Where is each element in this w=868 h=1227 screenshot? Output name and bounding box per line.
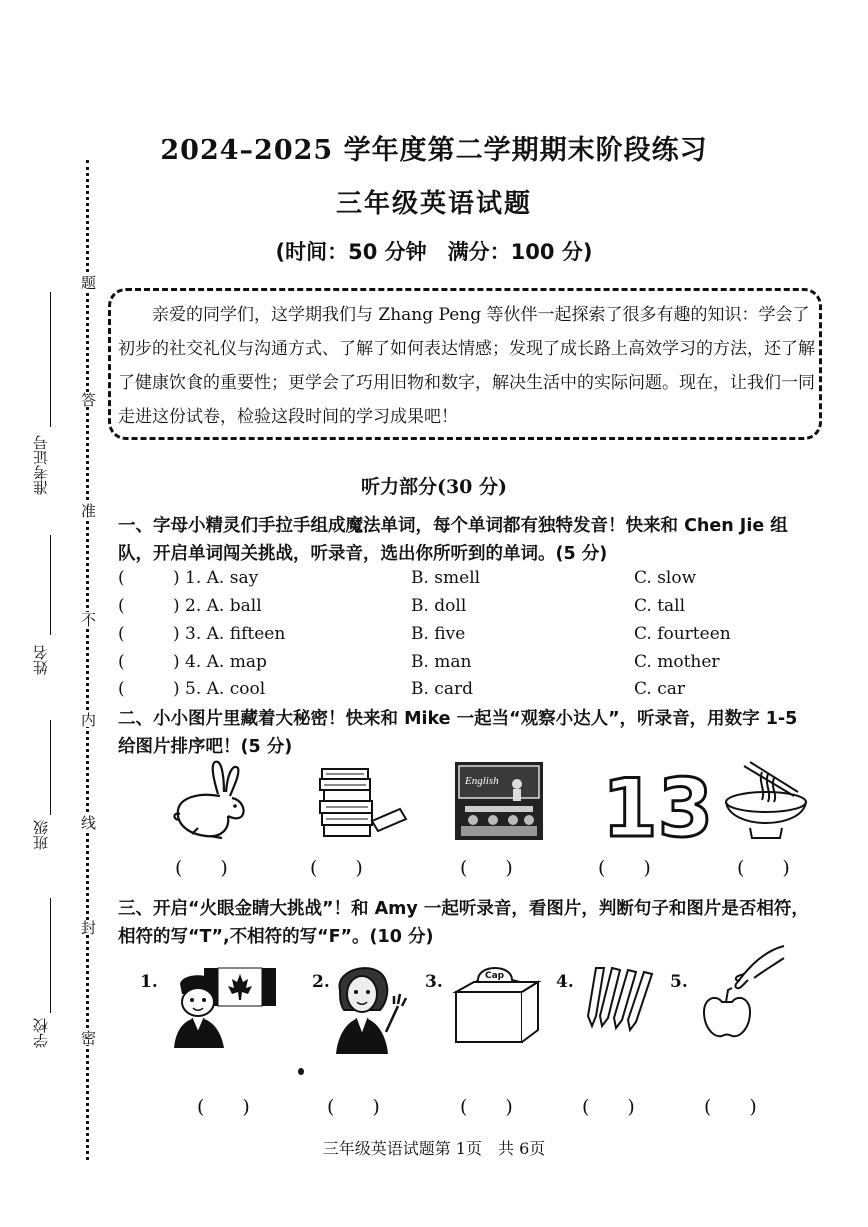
- q3-num-2: 2.: [312, 972, 330, 992]
- q3-num-1: 1.: [140, 972, 158, 992]
- q2-answer-2[interactable]: ( ): [310, 857, 363, 879]
- q2-answer-1[interactable]: ( ): [175, 857, 228, 879]
- q1-answer-blank[interactable]: (: [118, 596, 125, 616]
- q1-answer-blank[interactable]: (: [118, 652, 125, 672]
- intro-text: 亲爱的同学们，这学期我们与 Zhang Peng 等伙伴一起探索了很多有趣的知识：学会了初步的社交礼仪与沟通方式、了解了如何表达情感；发现了成长路上高效学习的方法，还了解了健康饮食的重要性；更学会了巧用旧物和数字，解决生活中的实际问题。现在，让我们一同走进这份试卷，检验这段时间的学习成果吧！: [118, 305, 815, 427]
- q1-answer-blank[interactable]: (: [118, 679, 125, 699]
- label-class: 班级: [32, 820, 50, 850]
- section-title: 听力部分(30 分): [360, 476, 508, 498]
- page-footer: 三年级英语试题第 1页 共 6页: [322, 1139, 546, 1158]
- cap-word: Cap: [485, 971, 505, 981]
- q1-option-a: ) 5. A. cool: [173, 679, 266, 699]
- q1-answer-blank[interactable]: (: [118, 624, 125, 644]
- seal-mark-da: 答: [79, 392, 97, 407]
- seal-mark-ti: 题: [79, 275, 97, 290]
- q3-num-5: 5.: [670, 972, 688, 992]
- exam-meta: (时间：50 分钟 满分：100 分): [275, 240, 593, 264]
- q1-option-a: ) 1. A. say: [173, 568, 259, 588]
- woman-waving-picture: [330, 960, 412, 1055]
- exam-title: 2024–2025 学年度第二学期期末阶段练习: [160, 135, 708, 166]
- q3-num-4: 4.: [556, 972, 574, 992]
- rabbit-picture: [170, 758, 260, 843]
- q1-option-c: C. slow: [634, 568, 697, 588]
- q1-row: [118, 624, 818, 651]
- q3-answer-1[interactable]: ( ): [197, 1096, 250, 1118]
- q3-answer-2[interactable]: ( ): [327, 1096, 380, 1118]
- q1-option-b: B. man: [411, 652, 472, 672]
- exam-id-field[interactable]: [50, 292, 51, 427]
- name-field[interactable]: [50, 535, 51, 635]
- seal-mark-feng: 封: [79, 920, 97, 935]
- q1-instruction: 一、字母小精灵们手拉手组成魔法单词，每个单词都有独特发音！快来和 Chen Jie 组队，开启单词闯关挑战，听录音，选出你所听到的单词。(5 分): [118, 516, 788, 564]
- q2-answer-4[interactable]: ( ): [598, 857, 651, 879]
- q1-answer-blank[interactable]: (: [118, 568, 125, 588]
- q1-option-c: C. car: [634, 679, 685, 699]
- q1-option-a: ) 2. A. ball: [173, 596, 262, 616]
- q1-row: [118, 568, 818, 595]
- label-exam-id: 准考证号: [32, 435, 50, 495]
- q1-option-b: B. five: [411, 624, 466, 644]
- pencils-picture: [580, 964, 660, 1036]
- q1-option-c: C. mother: [634, 652, 720, 672]
- seal-line: [86, 160, 89, 1160]
- number-13-text: 13: [602, 762, 714, 855]
- seal-mark-bu: 不: [79, 612, 97, 627]
- q1-option-b: B. smell: [411, 568, 481, 588]
- q3-instruction: 三、开启“火眼金睛大挑战”！和 Amy 一起听录音，看图片，判断句子和图片是否相符，相符的写“T”,不相符的写“F”。(10 分): [118, 899, 809, 947]
- q2-answer-3[interactable]: ( ): [460, 857, 513, 879]
- q1-option-b: B. doll: [411, 596, 467, 616]
- q1-option-c: C. fourteen: [634, 624, 731, 644]
- q2-instruction: 二、小小图片里藏着大秘密！快来和 Mike 一起当“观察小达人”，听录音，用数字 1-5 给图片排序吧！(5 分): [118, 709, 798, 757]
- seal-mark-nei: 内: [79, 712, 97, 727]
- q1-row: [118, 652, 818, 679]
- q1-option-b: B. card: [411, 679, 473, 699]
- school-field[interactable]: [50, 898, 51, 1013]
- label-name: 姓名: [32, 645, 50, 675]
- noodles-picture: [722, 760, 812, 842]
- stray-dot: [298, 1068, 304, 1075]
- q3-answer-3[interactable]: ( ): [460, 1096, 513, 1118]
- q2-answer-5[interactable]: ( ): [737, 857, 790, 879]
- boy-canada-flag-picture: [168, 966, 283, 1051]
- q3-answer-4[interactable]: ( ): [582, 1096, 635, 1118]
- q1-option-a: ) 3. A. fifteen: [173, 624, 286, 644]
- seal-mark-xian: 线: [79, 815, 97, 830]
- exam-subtitle: 三年级英语试题: [335, 189, 532, 219]
- board-word: English: [465, 775, 499, 787]
- classroom-picture: [455, 762, 543, 840]
- q1-option-c: C. tall: [634, 596, 686, 616]
- q1-row: [118, 679, 818, 706]
- q1-row: [118, 596, 818, 623]
- books-picture: [318, 765, 408, 840]
- q1-option-a: ) 4. A. map: [173, 652, 267, 672]
- label-school: 学校: [32, 1018, 50, 1048]
- seal-mark-mi: 密: [79, 1030, 97, 1045]
- cap-on-box-picture: [450, 960, 545, 1045]
- seal-mark-zhun: 准: [79, 503, 97, 518]
- q3-num-3: 3.: [425, 972, 443, 992]
- q3-answer-5[interactable]: ( ): [704, 1096, 757, 1118]
- hand-apple-picture: [698, 940, 788, 1050]
- class-field[interactable]: [50, 720, 51, 815]
- number-13-picture: [600, 758, 714, 855]
